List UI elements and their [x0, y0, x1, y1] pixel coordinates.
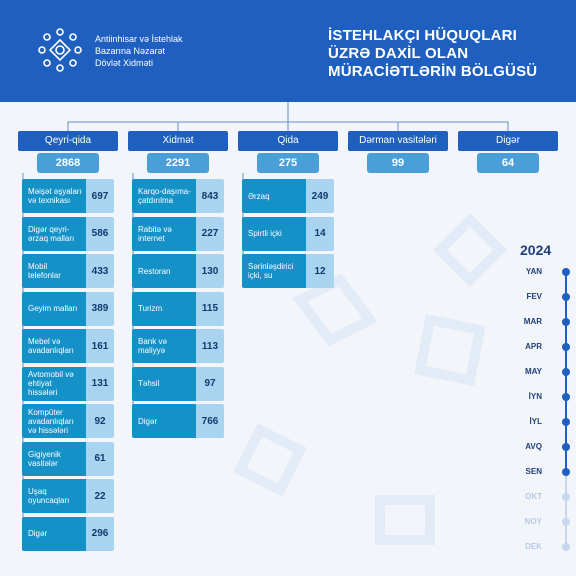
timeline-month-label: AVQ [525, 442, 542, 451]
item-label: Sərinləşdirici içki, su [242, 254, 306, 288]
item-label: Bank və maliyyə [132, 329, 196, 363]
list-item [22, 479, 114, 513]
list-item [22, 217, 114, 251]
item-label: Rabitə və internet [132, 217, 196, 251]
list-item [22, 517, 114, 551]
item-value: 61 [86, 442, 114, 476]
timeline-dot [562, 518, 570, 526]
timeline-dot [562, 418, 570, 426]
item-label: Karqo-daşıma-çatdırılma [132, 179, 196, 213]
item-label: Digər qeyri-ərzaq malları [22, 217, 86, 251]
timeline-month-label: YAN [525, 267, 542, 276]
timeline-dot [562, 543, 570, 551]
category-total-badge: 64 [477, 153, 539, 173]
item-label: Digər [132, 404, 196, 438]
agency-line: Bazarına Nəzarət [95, 46, 166, 56]
category-total-badge: 275 [257, 153, 319, 173]
list-item [132, 254, 224, 288]
item-value: 766 [196, 404, 224, 438]
timeline-month-label: İYN [528, 392, 542, 401]
list-item [22, 292, 114, 326]
timeline-month-label: DEK [525, 542, 542, 551]
list-item [242, 254, 334, 288]
timeline-dot [562, 468, 570, 476]
timeline-line-inactive [565, 470, 567, 550]
list-item [242, 217, 334, 251]
timeline-dot [562, 443, 570, 451]
category-total-badge: 2291 [147, 153, 209, 173]
item-value: 433 [86, 254, 114, 288]
list-item [22, 367, 114, 401]
item-value: 697 [86, 179, 114, 213]
timeline-month-label: NOY [524, 517, 542, 526]
category-header: Xidmət [128, 131, 228, 151]
timeline-dot [562, 368, 570, 376]
agency-line: Dövlət Xidməti [95, 58, 154, 68]
item-label: Turizm [132, 292, 196, 326]
list-item [132, 367, 224, 401]
category-header: Dərman vasitələri [348, 131, 448, 151]
item-value: 131 [86, 367, 114, 401]
list-item [242, 179, 334, 213]
item-label: Spirtli içki [242, 217, 306, 251]
timeline-month-label: İYL [529, 417, 542, 426]
item-value: 12 [306, 254, 334, 288]
item-value: 113 [196, 329, 224, 363]
timeline-dot [562, 343, 570, 351]
list-item [132, 404, 224, 438]
list-item [22, 254, 114, 288]
category-header: Digər [458, 131, 558, 151]
timeline-month-label: MAR [523, 317, 542, 326]
list-item [132, 217, 224, 251]
item-label: Geyim malları [22, 292, 86, 326]
item-value: 115 [196, 292, 224, 326]
item-value: 843 [196, 179, 224, 213]
list-item [132, 329, 224, 363]
category-total-badge: 99 [367, 153, 429, 173]
timeline-year: 2024 [520, 242, 552, 258]
timeline-dot [562, 293, 570, 301]
item-value: 249 [306, 179, 334, 213]
item-value: 161 [86, 329, 114, 363]
agency-line: Antiinhisar və İstehlak [95, 34, 183, 44]
item-value: 14 [306, 217, 334, 251]
timeline-month-label: MAY [524, 367, 542, 376]
item-label: Avtomobil və ehtiyat hissələri [22, 367, 86, 401]
item-value: 586 [86, 217, 114, 251]
timeline-dot [562, 318, 570, 326]
item-label: Digər [22, 517, 86, 551]
title-line: ÜZRƏ DAXİL OLAN [328, 45, 469, 62]
item-value: 130 [196, 254, 224, 288]
item-label: Mobil telefonlar [22, 254, 86, 288]
item-label: Ərzaq [242, 179, 306, 213]
item-label: Restoran [132, 254, 196, 288]
item-label: Təhsil [132, 367, 196, 401]
timeline-month-label: SEN [525, 467, 542, 476]
item-value: 389 [86, 292, 114, 326]
list-item [22, 442, 114, 476]
list-item [22, 179, 114, 213]
category-total-badge: 2868 [37, 153, 99, 173]
list-item [132, 179, 224, 213]
timeline-month-label: OKT [525, 492, 542, 501]
item-label: Məişət əşyaları və texnikası [22, 179, 86, 213]
item-value: 97 [196, 367, 224, 401]
item-value: 227 [196, 217, 224, 251]
item-value: 22 [86, 479, 114, 513]
item-value: 296 [86, 517, 114, 551]
item-label: Kompüter avadanlıqları və hissələri [22, 404, 86, 438]
timeline-month-label: APR [525, 342, 542, 351]
title-line: İSTEHLAKÇI HÜQUQLARI [328, 27, 517, 44]
item-label: Mebel və avadanlıqları [22, 329, 86, 363]
timeline-month-label: FEV [526, 292, 542, 301]
timeline-dot [562, 268, 570, 276]
category-header: Qeyri-qida [18, 131, 118, 151]
list-item [22, 404, 114, 438]
item-label: Uşaq oyuncaqları [22, 479, 86, 513]
timeline-dot [562, 493, 570, 501]
timeline-dot [562, 393, 570, 401]
category-header: Qida [238, 131, 338, 151]
list-item [132, 292, 224, 326]
item-value: 92 [86, 404, 114, 438]
title-line: MÜRACİƏTLƏRİN BÖLGÜSÜ [328, 63, 538, 80]
list-item [22, 329, 114, 363]
item-label: Gigiyenik vasitələr [22, 442, 86, 476]
